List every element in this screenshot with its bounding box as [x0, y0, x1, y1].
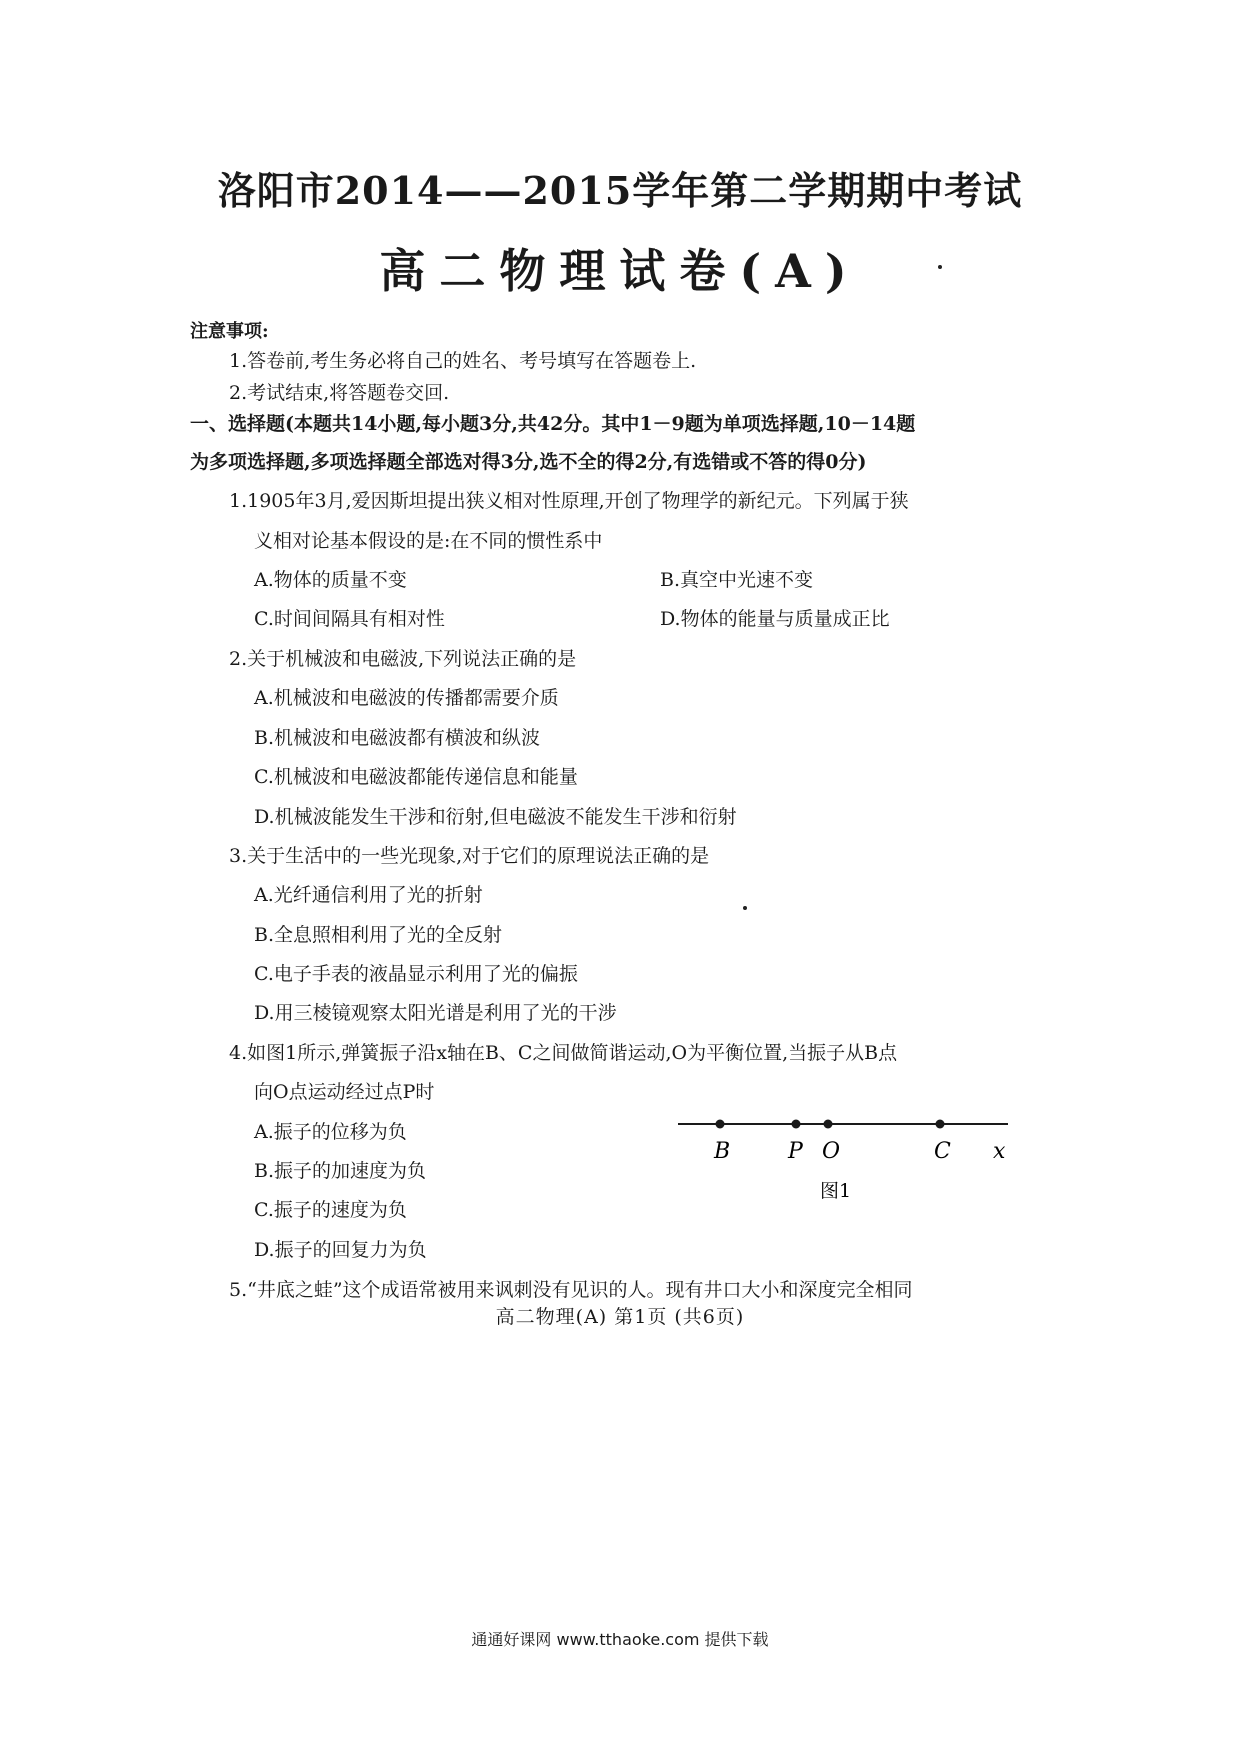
q2-option-b: B.机械波和电磁波都有横波和纵波: [254, 727, 541, 749]
q4-option-b: B.振子的加速度为负: [254, 1160, 427, 1182]
figure-caption: 图1: [820, 1180, 852, 1202]
q3-stem: 3.关于生活中的一些光现象,对于它们的原理说法正确的是: [229, 845, 710, 867]
q3-option-c: C.电子手表的液晶显示利用了光的偏振: [254, 963, 578, 985]
q1-option-c: C.时间间隔具有相对性: [254, 608, 445, 630]
scan-speck: [938, 265, 942, 269]
label-b: B: [714, 1139, 731, 1164]
q1-stem-line-2: 义相对论基本假设的是:在不同的惯性系中: [254, 530, 603, 552]
section-1-line-2: 为多项选择题,多项选择题全部选对得3分,选不全的得2分,有选错或不答的得0分): [190, 451, 867, 473]
notice-item-2: 2.考试结束,将答题卷交回.: [229, 382, 450, 404]
label-c: C: [934, 1139, 951, 1164]
q3-option-a: A.光纤通信利用了光的折射: [254, 884, 483, 906]
section-1-line-1: 一、选择题(本题共14小题,每小题3分,共42分。其中1－9题为单项选择题,10－14题: [190, 413, 916, 435]
q4-option-a: A.振子的位移为负: [254, 1121, 407, 1143]
q5-stem: 5.“井底之蛙”这个成语常被用来讽刺没有见识的人。现有井口大小和深度完全相同: [229, 1279, 913, 1301]
label-o: O: [822, 1139, 841, 1164]
q3-option-b: B.全息照相利用了光的全反射: [254, 924, 503, 946]
q1-option-a: A.物体的质量不变: [254, 569, 407, 591]
point-o-dot: [824, 1120, 833, 1129]
q4-option-d: D.振子的回复力为负: [254, 1239, 427, 1261]
q2-option-c: C.机械波和电磁波都能传递信息和能量: [254, 766, 578, 788]
notice-heading: 注意事项:: [190, 321, 269, 342]
figure-1-spring-oscillator: [670, 1110, 1020, 1210]
q4-stem-line-2: 向O点运动经过点P时: [254, 1081, 435, 1103]
point-b-dot: [716, 1120, 725, 1129]
label-p: P: [788, 1139, 803, 1164]
point-c-dot: [936, 1120, 945, 1129]
point-p-dot: [792, 1120, 801, 1129]
label-x-axis: x: [993, 1139, 1006, 1164]
page-footer: 高二物理(A) 第1页 (共6页): [495, 1306, 745, 1328]
q1-option-d: D.物体的能量与质量成正比: [660, 608, 890, 630]
exam-title: 洛阳市2014——2015学年第二学期期中考试: [217, 168, 1023, 213]
q1-option-b: B.真空中光速不变: [660, 569, 814, 591]
q2-stem: 2.关于机械波和电磁波,下列说法正确的是: [229, 648, 577, 670]
exam-subtitle: 高二物理试卷(A): [379, 244, 861, 298]
q3-option-d: D.用三棱镜观察太阳光谱是利用了光的干涉: [254, 1002, 617, 1024]
scan-speck: [743, 906, 747, 910]
q2-option-a: A.机械波和电磁波的传播都需要介质: [254, 687, 559, 709]
download-credit: 通通好课网 www.tthaoke.com 提供下载: [471, 1630, 769, 1649]
notice-item-1: 1.答卷前,考生务必将自己的姓名、考号填写在答题卷上.: [229, 350, 697, 372]
q4-option-c: C.振子的速度为负: [254, 1199, 407, 1221]
q2-option-d: D.机械波能发生干涉和衍射,但电磁波不能发生干涉和衍射: [254, 806, 737, 828]
q1-stem-line-1: 1.1905年3月,爱因斯坦提出狭义相对性原理,开创了物理学的新纪元。下列属于狭: [229, 490, 909, 512]
q4-stem-line-1: 4.如图1所示,弹簧振子沿x轴在B、C之间做简谐运动,O为平衡位置,当振子从B点: [229, 1042, 898, 1064]
